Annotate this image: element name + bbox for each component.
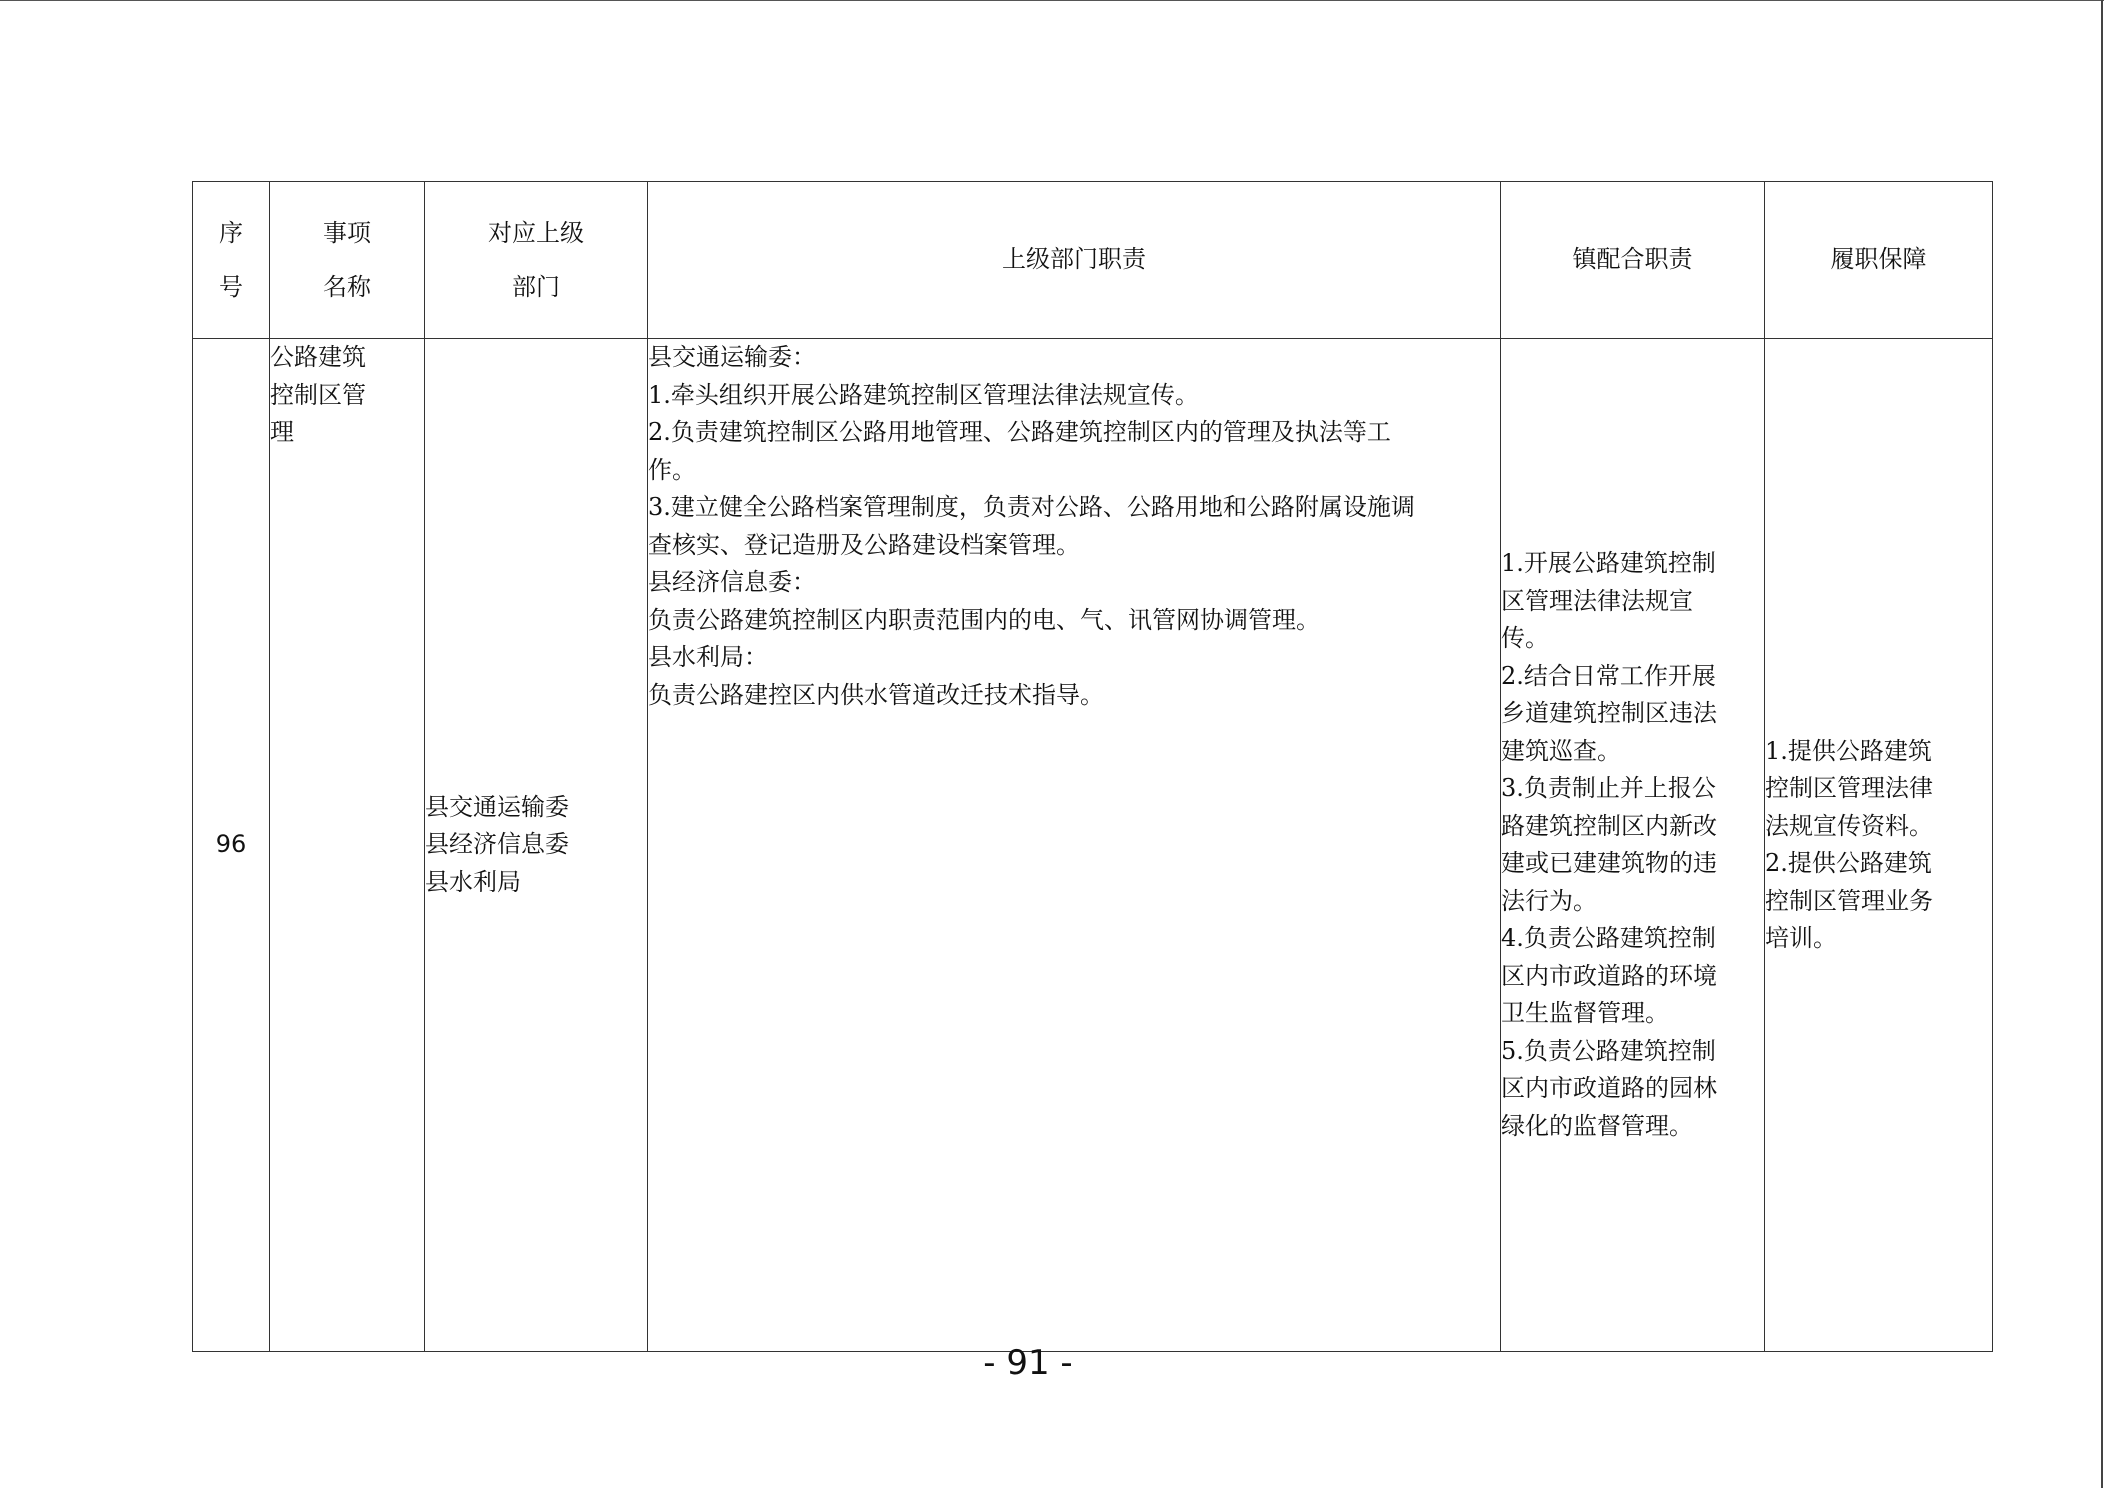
- header-superior-department: 对应上级 部门: [425, 182, 648, 339]
- town-duty-line: 建或已建建筑物的违: [1501, 849, 1717, 877]
- table-row: [193, 339, 1993, 1352]
- town-duty-line: 传。: [1501, 624, 1549, 652]
- header-duty-guarantee: 履职保障: [1765, 182, 1993, 339]
- town-duty-line: 3.负责制止并上报公: [1501, 774, 1716, 802]
- duty-line: 1.牵头组织开展公路建筑控制区管理法律法规宣传。: [648, 380, 1199, 409]
- item-name-line: 公路建筑: [270, 343, 366, 371]
- header-superior-duties: 上级部门职责: [648, 182, 1501, 339]
- department-line: 县经济信息委: [425, 830, 569, 859]
- duty-line: 3.建立健全公路档案管理制度，负责对公路、公路用地和公路附属设施调: [648, 493, 1415, 521]
- town-duty-line: 5.负责公路建筑控制: [1501, 1036, 1716, 1065]
- town-duty-line: 乡道建筑控制区违法: [1501, 699, 1717, 727]
- duty-line: 负责公路建控区内供水管道改迁技术指导。: [648, 680, 1104, 709]
- town-duty-line: 4.负责公路建筑控制: [1501, 924, 1716, 952]
- guarantee-line: 2.提供公路建筑: [1765, 849, 1932, 877]
- header-item-name: 事项 名称: [270, 182, 425, 339]
- town-duty-line: 1.开展公路建筑控制: [1501, 549, 1716, 577]
- cell-item-name: [270, 339, 425, 1352]
- guarantee-line: 培训。: [1765, 924, 1837, 952]
- item-name-line: 理: [270, 418, 294, 446]
- duty-line: 县水利局：: [648, 643, 768, 671]
- duty-line: 负责公路建筑控制区内职责范围内的电、气、讯管网协调管理。: [648, 605, 1320, 634]
- cell-duty-guarantee: [1765, 339, 1993, 1352]
- town-duty-line: 区管理法律法规宣: [1501, 586, 1693, 615]
- responsibility-table: [192, 181, 1993, 1352]
- right-border-line: [2101, 0, 2103, 1488]
- header-serial-number: 序 号: [193, 182, 270, 339]
- department-line: 县水利局: [425, 867, 521, 896]
- guarantee-line: 1.提供公路建筑: [1765, 736, 1932, 765]
- town-duty-line: 法行为。: [1501, 886, 1597, 915]
- town-duty-line: 卫生监督管理。: [1501, 999, 1669, 1027]
- town-duty-line: 绿化的监督管理。: [1501, 1111, 1693, 1140]
- department-line: 县交通运输委: [425, 792, 569, 821]
- cell-superior-department: [425, 339, 648, 1352]
- guarantee-line: 控制区管理法律: [1765, 774, 1933, 802]
- item-name-line: 控制区管: [270, 380, 366, 409]
- cell-serial-number: 96: [193, 339, 270, 1352]
- duty-line: 查核实、登记造册及公路建设档案管理。: [648, 530, 1080, 559]
- town-duty-line: 建筑巡查。: [1501, 736, 1621, 765]
- town-duty-line: 区内市政道路的园林: [1501, 1074, 1717, 1102]
- guarantee-line: 控制区管理业务: [1765, 886, 1933, 915]
- town-duty-line: 路建筑控制区内新改: [1501, 811, 1717, 840]
- guarantee-line: 法规宣传资料。: [1765, 811, 1933, 840]
- cell-superior-duties: [648, 339, 1501, 1352]
- duty-line: 2.负责建筑控制区公路用地管理、公路建筑控制区内的管理及执法等工: [648, 418, 1391, 446]
- cell-town-cooperation-duties: [1501, 339, 1765, 1352]
- top-border-line: [0, 0, 2104, 1]
- duty-line: 作。: [648, 455, 696, 484]
- town-duty-line: 2.结合日常工作开展: [1501, 661, 1716, 690]
- duty-line: 县经济信息委：: [648, 568, 816, 596]
- town-duty-line: 区内市政道路的环境: [1501, 961, 1717, 990]
- header-town-cooperation-duties: 镇配合职责: [1501, 182, 1765, 339]
- table-header-row: [193, 182, 1993, 339]
- duty-line: 县交通运输委：: [648, 343, 816, 371]
- page-number: - 91 -: [983, 1343, 1073, 1383]
